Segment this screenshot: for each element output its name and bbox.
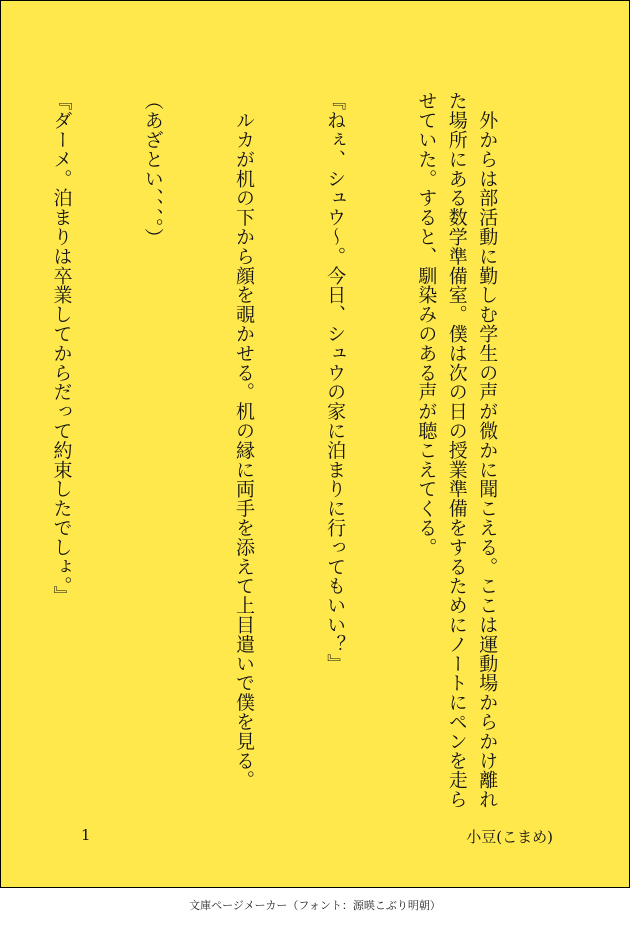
paragraph: （あざとい、、、。） bbox=[141, 91, 164, 247]
author-name: 小豆(こまめ) bbox=[466, 828, 553, 846]
body-text bbox=[0, 91, 563, 826]
paragraph: 『ねぇ、シュウ〜。今日、シュウの家に泊まりに行ってもいい？』 bbox=[324, 91, 347, 673]
page-number: 1 bbox=[81, 826, 91, 844]
footer-caption: 文庫ページメーカー（フォント：源暎こぶり明朝） bbox=[189, 899, 441, 912]
paragraph: 外からは部活動に勤しむ学生の声が微かに聞こえる。ここは運動場からかけ離れた場所にある数学準備室。僕は次の日の授業準備をするためにノートにペンを走らせていた。すると、馴染みのある声が聴こえてくる。 bbox=[415, 91, 499, 809]
paragraph: ルカが机の下から顔を覗かせる。机の縁に両手を添えて上目遣いで僕を見る。 bbox=[232, 91, 255, 790]
paragraph: 『ダーメ。泊まりは卒業してからだって約束したでしょ。』 bbox=[50, 91, 73, 606]
